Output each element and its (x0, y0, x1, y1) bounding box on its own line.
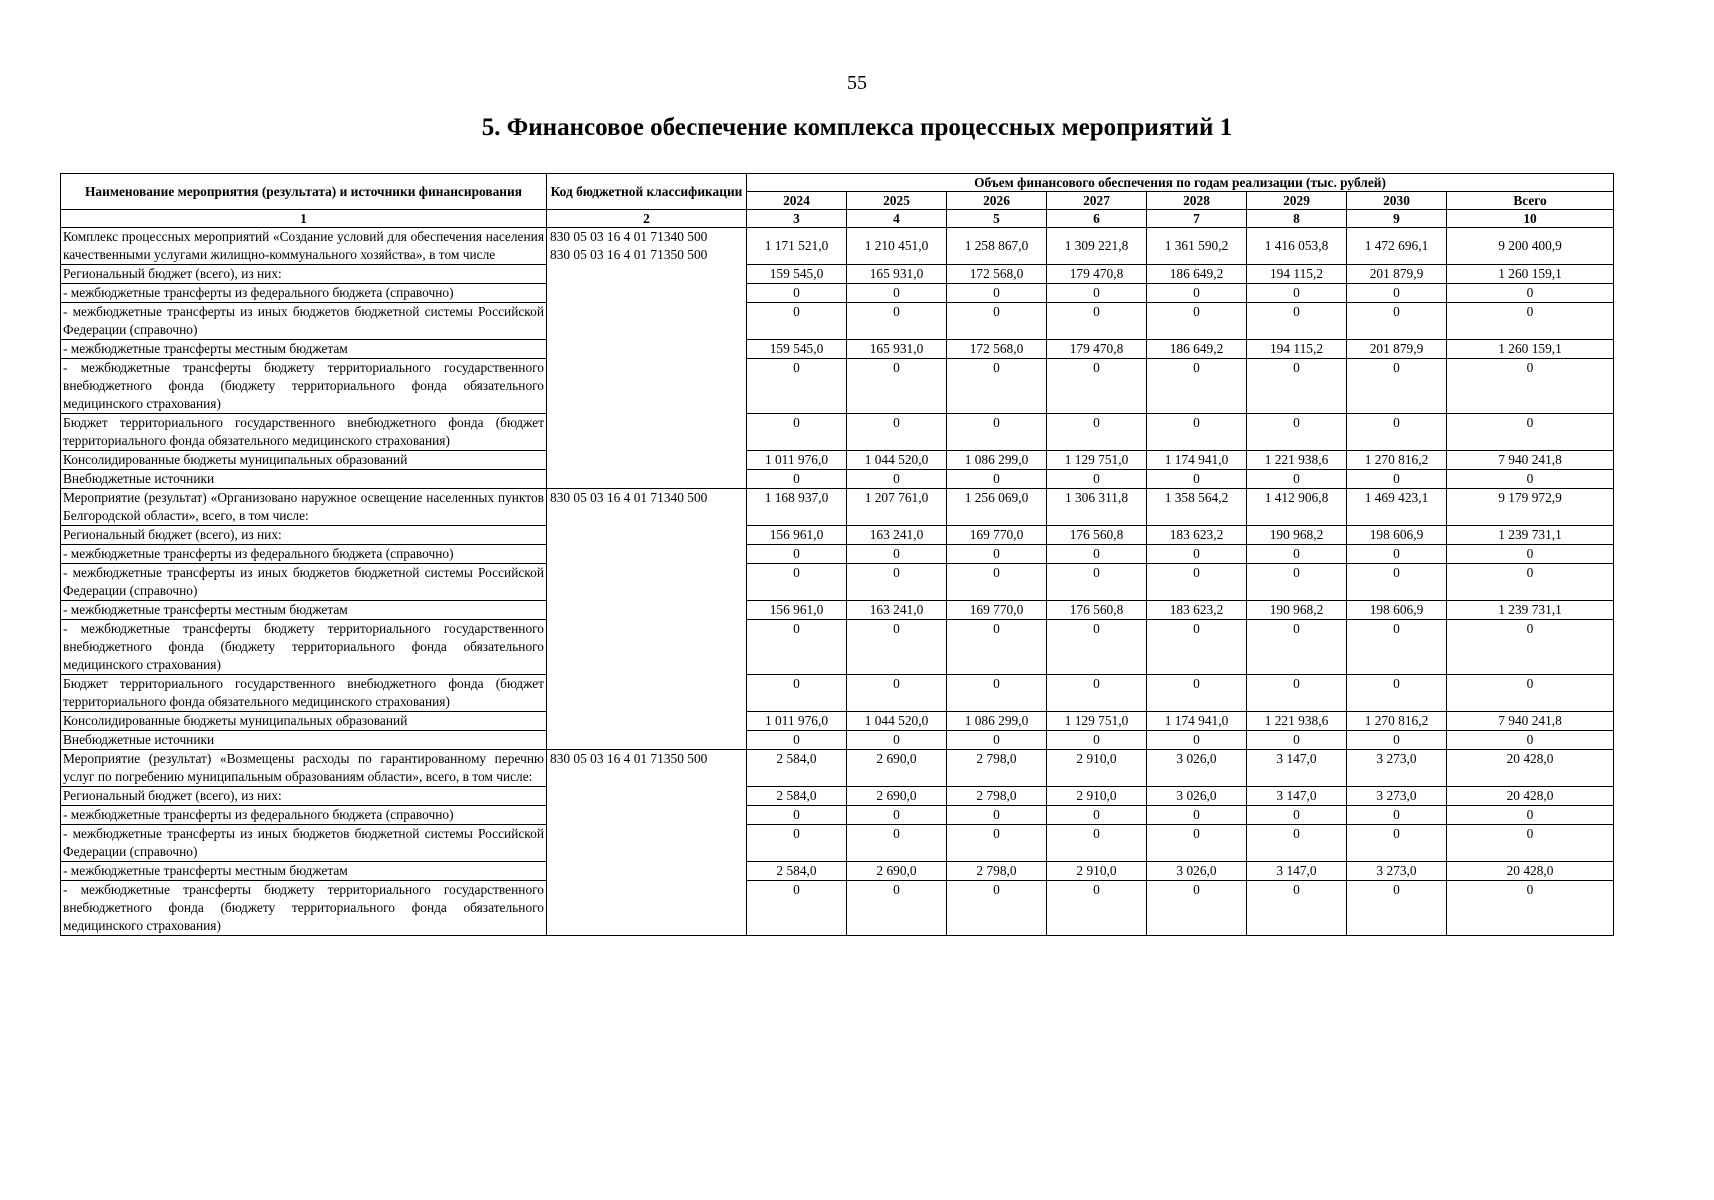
value-cell: 0 (1247, 414, 1347, 451)
value-total: 9 200 400,9 (1447, 228, 1614, 265)
value-cell: 1 221 938,6 (1247, 451, 1347, 470)
value-cell: 2 690,0 (847, 750, 947, 787)
value-cell: 0 (947, 359, 1047, 414)
value-cell: 0 (1147, 731, 1247, 750)
row-name: Бюджет территориального государственного внебюджетного фонда (бюджет территориального фонда обязательного медицинского страхования) (61, 675, 547, 712)
value-cell: 0 (1047, 414, 1147, 451)
value-cell: 1 416 053,8 (1247, 228, 1347, 265)
value-cell: 0 (1147, 470, 1247, 489)
value-cell: 0 (747, 359, 847, 414)
value-total: 7 940 241,8 (1447, 451, 1614, 470)
value-total: 20 428,0 (1447, 862, 1614, 881)
value-cell: 0 (1047, 620, 1147, 675)
value-cell: 1 256 069,0 (947, 489, 1047, 526)
table-row (61, 601, 1614, 620)
value-total: 7 940 241,8 (1447, 712, 1614, 731)
value-cell: 169 770,0 (947, 601, 1047, 620)
value-cell: 3 273,0 (1347, 750, 1447, 787)
value-cell: 0 (847, 731, 947, 750)
value-cell: 0 (747, 470, 847, 489)
row-name: Мероприятие (результат) «Организовано наружное освещение населенных пунктов Белгородской области», всего, в том числе: (61, 489, 547, 526)
value-total: 1 260 159,1 (1447, 340, 1614, 359)
value-cell: 3 273,0 (1347, 862, 1447, 881)
header-year: 2025 (847, 192, 947, 210)
row-name: Региональный бюджет (всего), из них: (61, 787, 547, 806)
value-cell: 0 (1347, 284, 1447, 303)
row-name: - межбюджетные трансферты из федерального бюджета (справочно) (61, 806, 547, 825)
table-row (61, 303, 1614, 340)
value-cell: 0 (1047, 731, 1147, 750)
value-cell: 1 306 311,8 (1047, 489, 1147, 526)
table-row (61, 470, 1614, 489)
value-cell: 0 (747, 303, 847, 340)
value-total: 1 239 731,1 (1447, 601, 1614, 620)
value-cell: 0 (1247, 731, 1347, 750)
value-cell: 198 606,9 (1347, 601, 1447, 620)
value-cell: 1 129 751,0 (1047, 451, 1147, 470)
value-cell: 1 171 521,0 (747, 228, 847, 265)
value-cell: 0 (747, 620, 847, 675)
value-total: 0 (1447, 620, 1614, 675)
value-cell: 159 545,0 (747, 340, 847, 359)
table-row (61, 806, 1614, 825)
table-row (61, 414, 1614, 451)
value-cell: 201 879,9 (1347, 265, 1447, 284)
column-index: 8 (1247, 210, 1347, 228)
row-name: - межбюджетные трансферты бюджету территориального государственного внебюджетного фонда (бюджету территориального фонда обязательного медицинского страхования) (61, 620, 547, 675)
row-name: Бюджет территориального государственного внебюджетного фонда (бюджет территориального фонда обязательного медицинского страхования) (61, 414, 547, 451)
row-name: - межбюджетные трансферты бюджету территориального государственного внебюджетного фонда (бюджету территориального фонда обязательного медицинского страхования) (61, 359, 547, 414)
value-cell: 0 (947, 284, 1047, 303)
row-name: Региональный бюджет (всего), из них: (61, 265, 547, 284)
value-cell: 163 241,0 (847, 526, 947, 545)
value-cell: 0 (1347, 359, 1447, 414)
header-year: 2024 (747, 192, 847, 210)
table-row (61, 620, 1614, 675)
table-row (61, 451, 1614, 470)
value-cell: 1 221 938,6 (1247, 712, 1347, 731)
value-cell: 3 147,0 (1247, 862, 1347, 881)
value-cell: 0 (847, 470, 947, 489)
value-cell: 0 (1247, 284, 1347, 303)
column-index-row (61, 210, 1614, 228)
row-name: Консолидированные бюджеты муниципальных образований (61, 712, 547, 731)
page-title: 5. Финансовое обеспечение комплекса процессных мероприятий 1 (481, 114, 1233, 141)
table-row (61, 564, 1614, 601)
table-row (61, 489, 1614, 526)
header-year: 2030 (1347, 192, 1447, 210)
value-cell: 1 174 941,0 (1147, 451, 1247, 470)
value-cell: 1 174 941,0 (1147, 712, 1247, 731)
table-row (61, 545, 1614, 564)
row-name: Комплекс процессных мероприятий «Создание условий для обеспечения населения качественными услугами жилищно-коммунального хозяйства», в том числе (61, 228, 547, 265)
page-number: 55 (847, 72, 867, 94)
value-cell: 0 (1247, 303, 1347, 340)
value-cell: 2 584,0 (747, 750, 847, 787)
value-cell: 1 011 976,0 (747, 451, 847, 470)
row-name: - межбюджетные трансферты из иных бюджетов бюджетной системы Российской Федерации (справочно) (61, 564, 547, 601)
value-total: 1 239 731,1 (1447, 526, 1614, 545)
value-cell: 0 (747, 806, 847, 825)
budget-code: 830 05 03 16 4 01 71340 500 (547, 489, 747, 750)
value-cell: 0 (1247, 545, 1347, 564)
value-cell: 0 (1147, 414, 1247, 451)
value-total: 0 (1447, 564, 1614, 601)
value-cell: 0 (1047, 825, 1147, 862)
value-cell: 0 (947, 620, 1047, 675)
value-cell: 2 910,0 (1047, 750, 1147, 787)
value-cell: 0 (847, 806, 947, 825)
value-cell: 2 910,0 (1047, 787, 1147, 806)
value-cell: 0 (1347, 731, 1447, 750)
value-cell: 0 (1347, 545, 1447, 564)
budget-code: 830 05 03 16 4 01 71350 500 (547, 750, 747, 936)
value-cell: 186 649,2 (1147, 340, 1247, 359)
value-cell: 0 (847, 620, 947, 675)
column-index: 10 (1447, 210, 1614, 228)
column-index: 3 (747, 210, 847, 228)
value-cell: 0 (847, 881, 947, 936)
value-cell: 183 623,2 (1147, 601, 1247, 620)
value-cell: 198 606,9 (1347, 526, 1447, 545)
value-cell: 0 (1147, 284, 1247, 303)
value-cell: 1 469 423,1 (1347, 489, 1447, 526)
value-cell: 0 (1147, 620, 1247, 675)
value-cell: 0 (947, 675, 1047, 712)
value-cell: 0 (1047, 806, 1147, 825)
value-cell: 0 (1147, 675, 1247, 712)
value-cell: 0 (1347, 675, 1447, 712)
value-cell: 0 (1047, 470, 1147, 489)
value-cell: 176 560,8 (1047, 601, 1147, 620)
column-index: 2 (547, 210, 747, 228)
value-cell: 190 968,2 (1247, 601, 1347, 620)
value-cell: 1 044 520,0 (847, 712, 947, 731)
value-cell: 1 086 299,0 (947, 712, 1047, 731)
table-row (61, 712, 1614, 731)
value-cell: 163 241,0 (847, 601, 947, 620)
header-year: 2028 (1147, 192, 1247, 210)
value-cell: 3 273,0 (1347, 787, 1447, 806)
value-cell: 0 (847, 284, 947, 303)
table-row (61, 526, 1614, 545)
row-name: - межбюджетные трансферты из иных бюджетов бюджетной системы Российской Федерации (справочно) (61, 825, 547, 862)
value-cell: 1 270 816,2 (1347, 451, 1447, 470)
value-cell: 0 (1247, 675, 1347, 712)
value-cell: 0 (1247, 564, 1347, 601)
header-name-column: Наименование мероприятия (результата) и источники финансирования (61, 174, 547, 210)
value-cell: 0 (1247, 620, 1347, 675)
row-name: Региональный бюджет (всего), из них: (61, 526, 547, 545)
value-cell: 0 (1147, 545, 1247, 564)
table-row (61, 881, 1614, 936)
column-index: 6 (1047, 210, 1147, 228)
row-name: - межбюджетные трансферты местным бюджетам (61, 340, 547, 359)
table-row (61, 284, 1614, 303)
value-cell: 0 (747, 675, 847, 712)
value-cell: 0 (847, 564, 947, 601)
value-cell: 1 309 221,8 (1047, 228, 1147, 265)
value-cell: 0 (947, 470, 1047, 489)
value-cell: 0 (847, 675, 947, 712)
table-row (61, 228, 1614, 265)
value-cell: 2 798,0 (947, 862, 1047, 881)
value-cell: 0 (747, 545, 847, 564)
value-cell: 1 086 299,0 (947, 451, 1047, 470)
value-cell: 0 (947, 806, 1047, 825)
value-cell: 2 690,0 (847, 787, 947, 806)
value-cell: 1 258 867,0 (947, 228, 1047, 265)
value-total: 0 (1447, 806, 1614, 825)
value-cell: 0 (1047, 675, 1147, 712)
value-cell: 2 910,0 (1047, 862, 1147, 881)
value-cell: 0 (847, 414, 947, 451)
table-row (61, 750, 1614, 787)
row-name: Мероприятие (результат) «Возмещены расходы по гарантированному перечню услуг по погребению муниципальным образованиям области», всего, в том числе: (61, 750, 547, 787)
table-row (61, 340, 1614, 359)
value-cell: 1 270 816,2 (1347, 712, 1447, 731)
value-cell: 0 (1247, 806, 1347, 825)
value-total: 20 428,0 (1447, 787, 1614, 806)
row-name: - межбюджетные трансферты местным бюджетам (61, 601, 547, 620)
value-cell: 1 168 937,0 (747, 489, 847, 526)
value-cell: 165 931,0 (847, 340, 947, 359)
value-cell: 3 026,0 (1147, 787, 1247, 806)
value-cell: 0 (1047, 303, 1147, 340)
value-cell: 0 (1347, 303, 1447, 340)
value-cell: 0 (747, 284, 847, 303)
table-row (61, 675, 1614, 712)
value-cell: 0 (947, 414, 1047, 451)
value-cell: 2 584,0 (747, 787, 847, 806)
value-cell: 172 568,0 (947, 340, 1047, 359)
value-cell: 0 (1047, 545, 1147, 564)
value-cell: 0 (747, 564, 847, 601)
value-cell: 0 (1147, 825, 1247, 862)
value-cell: 0 (1047, 359, 1147, 414)
table-row (61, 825, 1614, 862)
value-cell: 0 (1147, 806, 1247, 825)
value-total: 0 (1447, 284, 1614, 303)
value-cell: 176 560,8 (1047, 526, 1147, 545)
table-row (61, 731, 1614, 750)
value-cell: 0 (947, 303, 1047, 340)
header-volume: Объем финансового обеспечения по годам реализации (тыс. рублей) (747, 174, 1614, 192)
value-cell: 179 470,8 (1047, 265, 1147, 284)
value-cell: 2 798,0 (947, 750, 1047, 787)
value-cell: 0 (747, 825, 847, 862)
value-cell: 2 690,0 (847, 862, 947, 881)
value-cell: 194 115,2 (1247, 340, 1347, 359)
column-index: 1 (61, 210, 547, 228)
table-row (61, 787, 1614, 806)
row-name: - межбюджетные трансферты из иных бюджетов бюджетной системы Российской Федерации (справочно) (61, 303, 547, 340)
value-cell: 0 (847, 545, 947, 564)
value-cell: 0 (747, 414, 847, 451)
value-cell: 172 568,0 (947, 265, 1047, 284)
value-total: 0 (1447, 881, 1614, 936)
value-cell: 1 207 761,0 (847, 489, 947, 526)
column-index: 7 (1147, 210, 1247, 228)
value-cell: 0 (1147, 303, 1247, 340)
value-total: 0 (1447, 470, 1614, 489)
table-row (61, 862, 1614, 881)
financing-table (60, 173, 1614, 936)
value-total: 0 (1447, 303, 1614, 340)
row-name: Внебюджетные источники (61, 731, 547, 750)
value-cell: 1 210 451,0 (847, 228, 947, 265)
value-cell: 1 472 696,1 (1347, 228, 1447, 265)
value-total: 0 (1447, 825, 1614, 862)
value-cell: 2 798,0 (947, 787, 1047, 806)
value-cell: 0 (847, 359, 947, 414)
column-index: 9 (1347, 210, 1447, 228)
value-cell: 1 129 751,0 (1047, 712, 1147, 731)
value-cell: 0 (747, 881, 847, 936)
row-name: Внебюджетные источники (61, 470, 547, 489)
value-cell: 1 358 564,2 (1147, 489, 1247, 526)
value-cell: 190 968,2 (1247, 526, 1347, 545)
header-year: 2026 (947, 192, 1047, 210)
row-name: Консолидированные бюджеты муниципальных образований (61, 451, 547, 470)
value-cell: 2 584,0 (747, 862, 847, 881)
value-cell: 0 (1347, 470, 1447, 489)
value-cell: 1 412 906,8 (1247, 489, 1347, 526)
value-cell: 3 026,0 (1147, 862, 1247, 881)
value-total: 0 (1447, 414, 1614, 451)
value-cell: 201 879,9 (1347, 340, 1447, 359)
value-cell: 0 (947, 545, 1047, 564)
value-cell: 0 (1147, 564, 1247, 601)
value-cell: 0 (947, 881, 1047, 936)
value-cell: 186 649,2 (1147, 265, 1247, 284)
value-cell: 3 147,0 (1247, 750, 1347, 787)
value-cell: 179 470,8 (1047, 340, 1147, 359)
value-cell: 156 961,0 (747, 601, 847, 620)
value-total: 0 (1447, 675, 1614, 712)
row-name: - межбюджетные трансферты бюджету территориального государственного внебюджетного фонда (бюджету территориального фонда обязательного медицинского страхования) (61, 881, 547, 936)
column-index: 5 (947, 210, 1047, 228)
value-cell: 0 (847, 303, 947, 340)
header-year: 2027 (1047, 192, 1147, 210)
value-cell: 0 (1347, 564, 1447, 601)
value-cell: 194 115,2 (1247, 265, 1347, 284)
value-total: 20 428,0 (1447, 750, 1614, 787)
value-cell: 183 623,2 (1147, 526, 1247, 545)
value-cell: 0 (947, 564, 1047, 601)
value-cell: 0 (1347, 806, 1447, 825)
value-cell: 169 770,0 (947, 526, 1047, 545)
value-cell: 0 (1247, 881, 1347, 936)
value-cell: 165 931,0 (847, 265, 947, 284)
value-cell: 0 (1147, 881, 1247, 936)
value-cell: 0 (1247, 825, 1347, 862)
value-cell: 0 (1147, 359, 1247, 414)
value-cell: 1 044 520,0 (847, 451, 947, 470)
value-cell: 3 147,0 (1247, 787, 1347, 806)
value-cell: 0 (1347, 620, 1447, 675)
value-cell: 0 (1347, 881, 1447, 936)
value-cell: 0 (1347, 414, 1447, 451)
row-name: - межбюджетные трансферты из федерального бюджета (справочно) (61, 545, 547, 564)
value-cell: 1 361 590,2 (1147, 228, 1247, 265)
header-year: 2029 (1247, 192, 1347, 210)
value-total: 9 179 972,9 (1447, 489, 1614, 526)
value-cell: 0 (1247, 359, 1347, 414)
value-cell: 0 (1347, 825, 1447, 862)
header-code-column: Код бюджетной классификации (547, 174, 747, 210)
value-cell: 0 (747, 731, 847, 750)
value-cell: 0 (847, 825, 947, 862)
value-cell: 156 961,0 (747, 526, 847, 545)
value-cell: 0 (1047, 564, 1147, 601)
row-name: - межбюджетные трансферты местным бюджетам (61, 862, 547, 881)
header-total: Всего (1447, 192, 1614, 210)
value-total: 1 260 159,1 (1447, 265, 1614, 284)
value-cell: 0 (1247, 470, 1347, 489)
value-total: 0 (1447, 545, 1614, 564)
value-cell: 0 (1047, 284, 1147, 303)
table-row (61, 359, 1614, 414)
column-index: 4 (847, 210, 947, 228)
value-cell: 0 (1047, 881, 1147, 936)
value-total: 0 (1447, 731, 1614, 750)
value-cell: 1 011 976,0 (747, 712, 847, 731)
value-cell: 0 (947, 731, 1047, 750)
value-cell: 0 (947, 825, 1047, 862)
budget-code: 830 05 03 16 4 01 71340 500 830 05 03 16 4 01 71350 500 (547, 228, 747, 489)
value-cell: 3 026,0 (1147, 750, 1247, 787)
row-name: - межбюджетные трансферты из федерального бюджета (справочно) (61, 284, 547, 303)
value-total: 0 (1447, 359, 1614, 414)
value-cell: 159 545,0 (747, 265, 847, 284)
table-row (61, 265, 1614, 284)
